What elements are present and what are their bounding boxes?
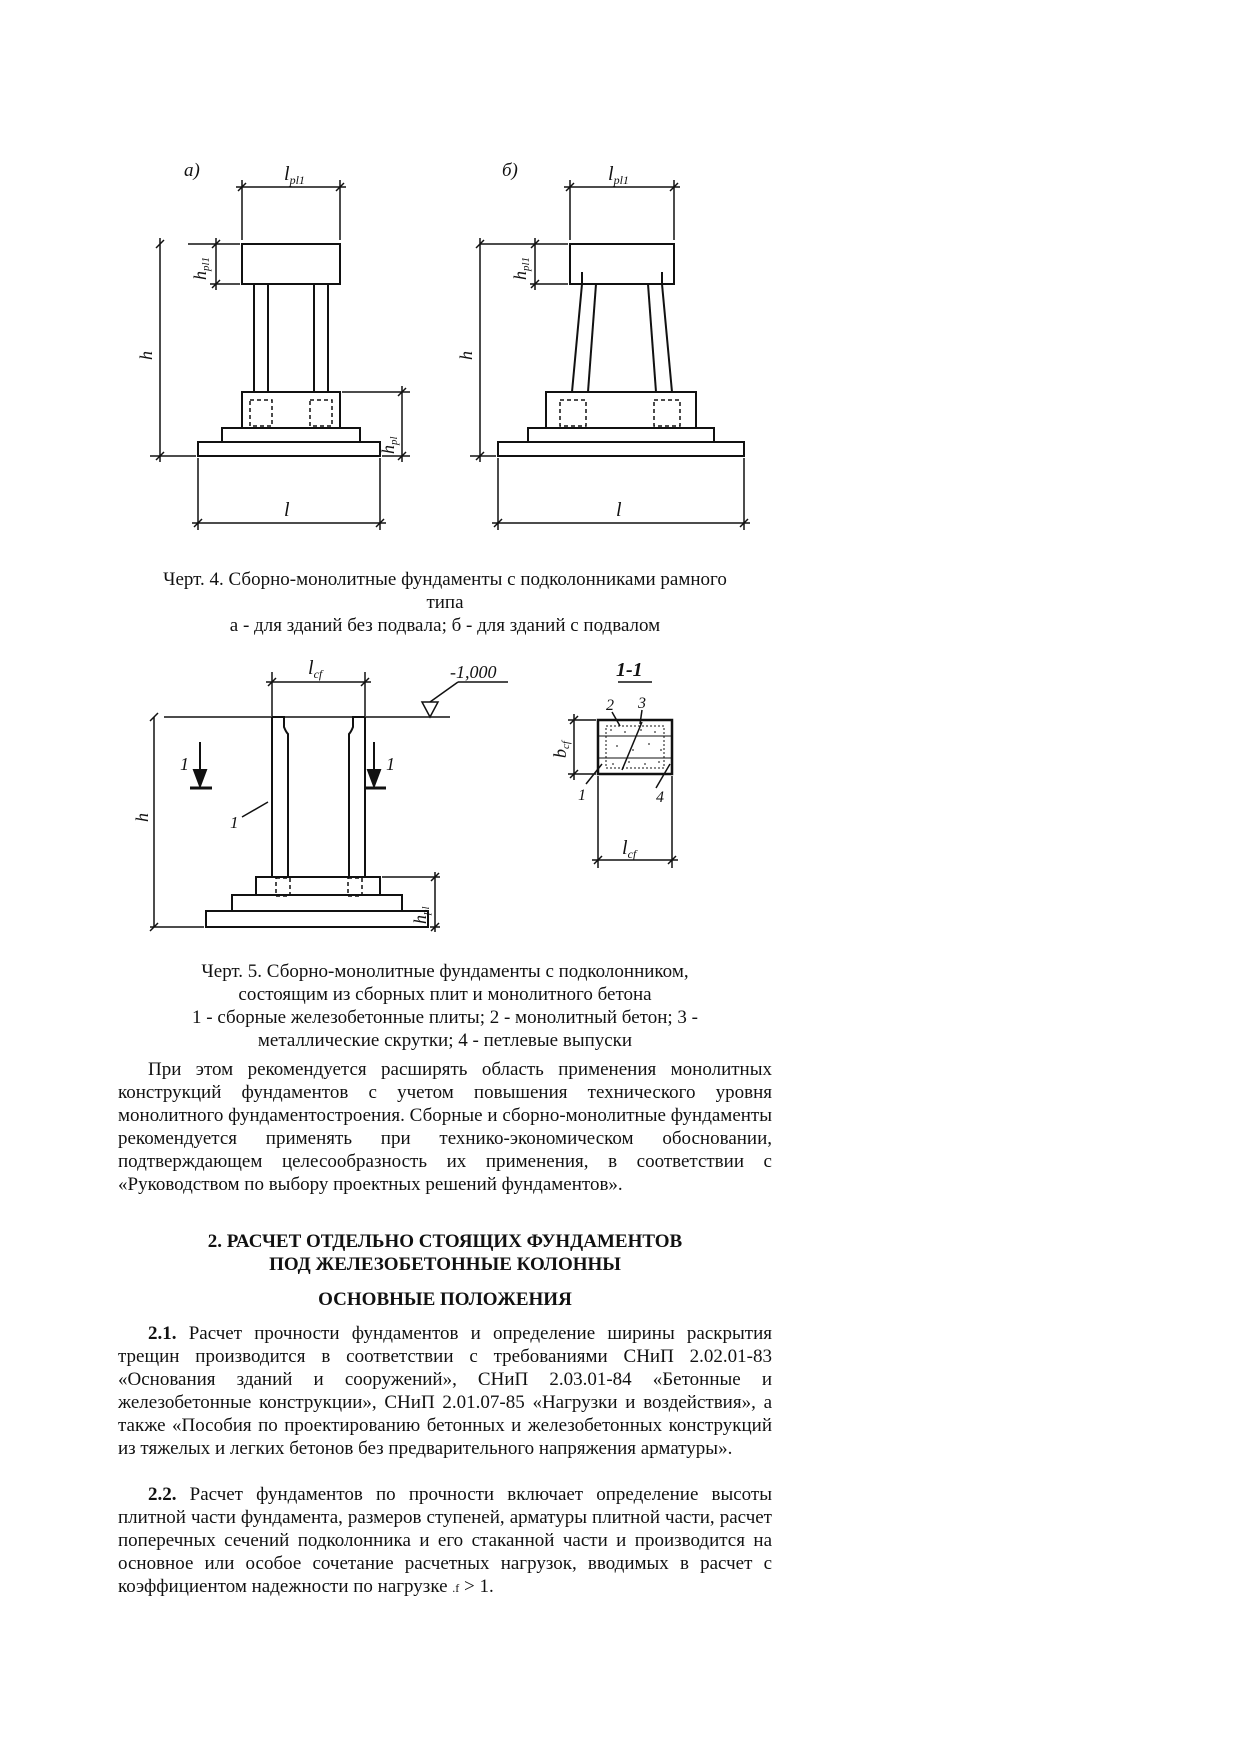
fig4a-dim-lpl1: $l_{pl1}$ <box>284 163 305 187</box>
paragraph-2-2-number: 2.2. <box>148 1484 177 1505</box>
paragraph-2-1-text: Расчет прочности фундаментов и определение ширины раскрытия трещин производится в соответствии с требованиями СНиП 2.02.01-83 «Основания зданий и сооружений», СНиП 2.03.01-84 «Бетонные и железобетонные конструкции», СНиП 2.01.07-85 «Нагрузки и воздействия», а также «Пособия по проектированию бетонных и железобетонных конструкций из тяжелых и легких бетонов без предварительного напряжения арматуры». <box>118 1323 773 1459</box>
fig4b-cap <box>570 244 674 284</box>
fig5-section-callout-3: 3 <box>638 695 646 712</box>
fig4-caption-line3: а - для зданий без подвала; б - для зданий с подвалом <box>229 615 661 636</box>
fig4a-dim-h <box>136 351 156 360</box>
fig4-caption <box>118 568 772 637</box>
fig4a-cap <box>242 244 340 284</box>
fig4b-dim-lpl1: $l_{pl1}$ <box>608 163 629 187</box>
fig5-section-outline <box>598 720 672 774</box>
fig5-section-callout-2: 2 <box>606 697 614 714</box>
fig5-elevation: -1,000 <box>450 662 497 682</box>
fig5-section-mark-left: 1 <box>180 754 189 774</box>
svg-text:h: h <box>136 351 156 360</box>
fig4-caption-line1: Черт. 4. Сборно-монолитные фундаменты с подколонниками рамного <box>163 569 727 590</box>
fig5-dim-bcf <box>550 739 572 758</box>
fig5-caption-line1: Черт. 5. Сборно-монолитные фундаменты с подколонником, <box>201 961 689 982</box>
fig5-callout-1: 1 <box>230 813 239 832</box>
svg-text:h: h <box>132 813 152 822</box>
fig5-caption <box>118 960 772 1052</box>
fig4b-dim-hpl1 <box>510 257 532 280</box>
paragraph-2-1 <box>118 1322 772 1460</box>
paragraph-2-2 <box>118 1483 772 1600</box>
svg-text:bcf: bcf <box>550 741 572 758</box>
fig4b-dim-h <box>456 351 476 360</box>
fig4a-dim-hpl1 <box>190 257 212 280</box>
fig5-section-mark-right: 1 <box>386 754 395 774</box>
svg-text:hpl1: hpl1 <box>510 256 532 280</box>
svg-text:hpl: hpl <box>378 436 400 454</box>
fig5-section-dim-lcf: $l_{cf}$ <box>622 837 637 861</box>
figure-5-drawing <box>132 652 770 952</box>
gamma-f-symbol: .f <box>452 1581 460 1595</box>
paragraph-intro-text: При этом рекомендуется расширять область применения монолитных конструкций фундаментов с учетом повышения технического уровня монолитного фундаментостроения. Сборные и сборно-монолитные фундаменты рекомендуется применять при технико-экономическом обосновании, подтверждающем целесообразность их применения, в соответствии с «Руководством по выбору проектных решений фундаментов». <box>118 1059 772 1195</box>
fig5-section-title: 1-1 <box>616 659 643 681</box>
section-2-title <box>118 1230 772 1276</box>
fig5-section-callout-4: 4 <box>656 789 664 806</box>
fig4b-pedestal <box>546 392 696 428</box>
section-2-subtitle <box>118 1288 772 1311</box>
section-2-title-line1: 2. РАСЧЕТ ОТДЕЛЬНО СТОЯЩИХ ФУНДАМЕНТОВ <box>207 1231 683 1252</box>
fig5-caption-line4: металлические скрутки; 4 - петлевые выпуски <box>257 1030 633 1051</box>
svg-text:hpl: hpl <box>410 906 432 924</box>
paragraph-intro <box>118 1058 772 1196</box>
section-2-subtitle-text: ОСНОВНЫЕ ПОЛОЖЕНИЯ <box>318 1289 572 1310</box>
svg-text:hpl1: hpl1 <box>190 256 212 280</box>
paragraph-2-1-number: 2.1. <box>148 1323 177 1344</box>
fig4a-dim-l: l <box>284 499 290 521</box>
fig5-caption-line3: 1 - сборные железобетонные плиты; 2 - монолитный бетон; 3 - <box>192 1007 698 1028</box>
fig4-caption-line2: типа <box>426 592 464 613</box>
paragraph-2-2-tail: > 1. <box>459 1576 494 1597</box>
fig5-dim-lcf: $l_{cf}$ <box>308 657 323 681</box>
fig4b-dim-l: l <box>616 499 622 521</box>
figure-4-drawing <box>136 160 770 545</box>
svg-text:h: h <box>456 351 476 360</box>
paragraph-2-2-text: Расчет фундаментов по прочности включает определение высоты плитной части фундамента, размеров ступеней, арматуры плитной части, расчет поперечных сечений подколонника и его стаканной части и производится на основное или особое сочетание расчетных нагрузок, вводимых в расчет с коэффициентом надежности по нагрузке <box>118 1484 773 1597</box>
fig4-label-b: б) <box>502 160 518 181</box>
fig4-label-a: а) <box>184 160 200 181</box>
section-2-title-line2: ПОД ЖЕЛЕЗОБЕТОННЫЕ КОЛОННЫ <box>269 1254 621 1275</box>
fig5-section-callout-1: 1 <box>578 787 586 804</box>
fig4a-pedestal <box>242 392 340 428</box>
fig4a-dim-hpl <box>378 436 400 454</box>
fig5-dim-hpl <box>410 906 432 924</box>
fig5-dim-h <box>132 813 152 822</box>
fig5-caption-line2: состоящим из сборных плит и монолитного бетона <box>238 984 652 1005</box>
